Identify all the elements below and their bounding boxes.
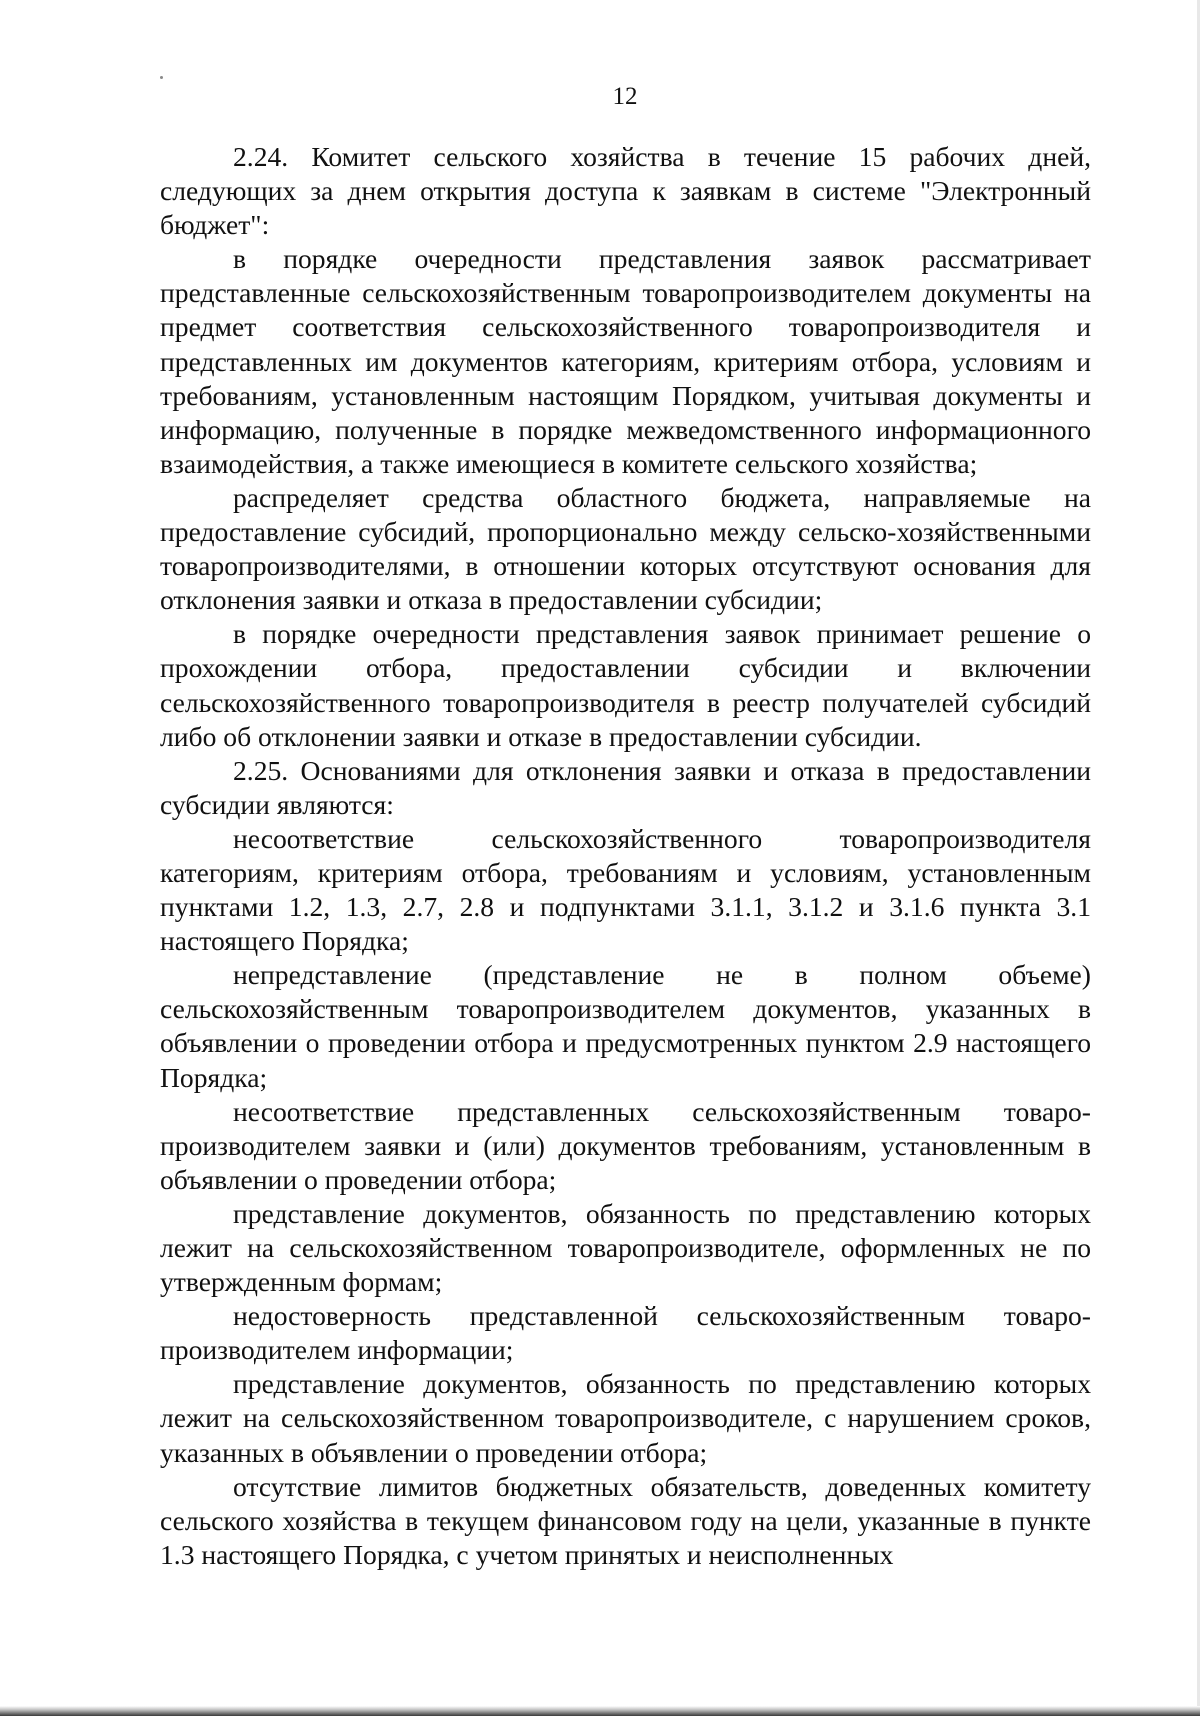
paragraph-distribute-funds: распределяет средства областного бюджета, направляемые на предоставление субсидий, пропорционально между сельско-хозяйственными товаропроизводителями, в отношении которых отсутствуют основания для отклонения заявки и отказа в предоставлении субсидии; bbox=[160, 481, 1091, 616]
list-item-late-submission: представление документов, обязанность по представлению которых лежит на сельскохозяйственном товаропроизводителе, с нарушением сроков, указанных в объявлении о проведении отбора; bbox=[160, 1368, 1091, 1468]
paragraph-review-applications: в порядке очередности представления заявок рассматривает представленные сельскохозяйственным товаропроизводителем документы на предмет соответствия сельскохозяйственного товаропроизводителя и представленных им документов категориям, критериям отбора, условиям и требованиям, установленным настоящим Порядком, учитывая документы и информацию, полученные в порядке межведомственного информационного взаимодействия, а также имеющиеся в комитете сельского хозяйства; bbox=[160, 243, 1091, 479]
list-item-wrong-forms: представление документов, обязанность по представлению которых лежит на сельскохозяйственном товаропроизводителе, оформленных не по утвержденным формам; bbox=[160, 1197, 1091, 1298]
page-number: 12 bbox=[612, 83, 638, 110]
scan-speck bbox=[160, 76, 163, 79]
paragraph-2-25: 2.25. Основаниями для отклонения заявки и отказа в предоставлении субсидии являются: bbox=[160, 754, 1091, 820]
paragraph-2-24: 2.24. Комитет сельского хозяйства в течение 15 рабочих дней, следующих за днем открытия доступа к заявкам в системе "Электронный бюджет": bbox=[160, 141, 1091, 241]
document-body bbox=[160, 140, 1091, 1572]
list-item-unreliable-info: недостоверность представленной сельскохозяйственным товаро-производителем информации; bbox=[160, 1300, 1091, 1366]
list-item-document-mismatch: несоответствие представленных сельскохозяйственным товаро-производителем заявки и (или) документов требованиям, установленным в объявлении о проведении отбора; bbox=[160, 1095, 1091, 1195]
paragraph-selection-decision: в порядке очередности представления заявок принимает решение о прохождении отбора, предоставлении субсидии и включении сельскохозяйственного товаропроизводителя в реестр получателей субсидий либо об отклонении заявки и отказе в предоставлении субсидии. bbox=[160, 618, 1091, 752]
scan-edge-bottom bbox=[0, 1706, 1200, 1716]
list-item-noncompliance: несоответствие сельскохозяйственного товаропроизводителя категориям, критериям отбора, требованиям и условиям, установленным пунктами 1.2, 1.3, 2.7, 2.8 и подпунктами 3.1.1, 3.1.2 и 3.1.6 пункта 3.1 настоящего Порядка; bbox=[160, 822, 1091, 957]
list-item-nonsubmission: непредставление (представление не в полном объеме) сельскохозяйственным товаропроизводителем документов, указанных в объявлении о проведении отбора и предусмотренных пунктом 2.9 настоящего Порядка; bbox=[160, 959, 1091, 1093]
list-item-no-budget-limits: отсутствие лимитов бюджетных обязательств, доведенных комитету сельского хозяйства в текущем финансовом году на цели, указанные в пункте 1.3 настоящего Порядка, с учетом принятых и неисполненных bbox=[160, 1470, 1091, 1570]
